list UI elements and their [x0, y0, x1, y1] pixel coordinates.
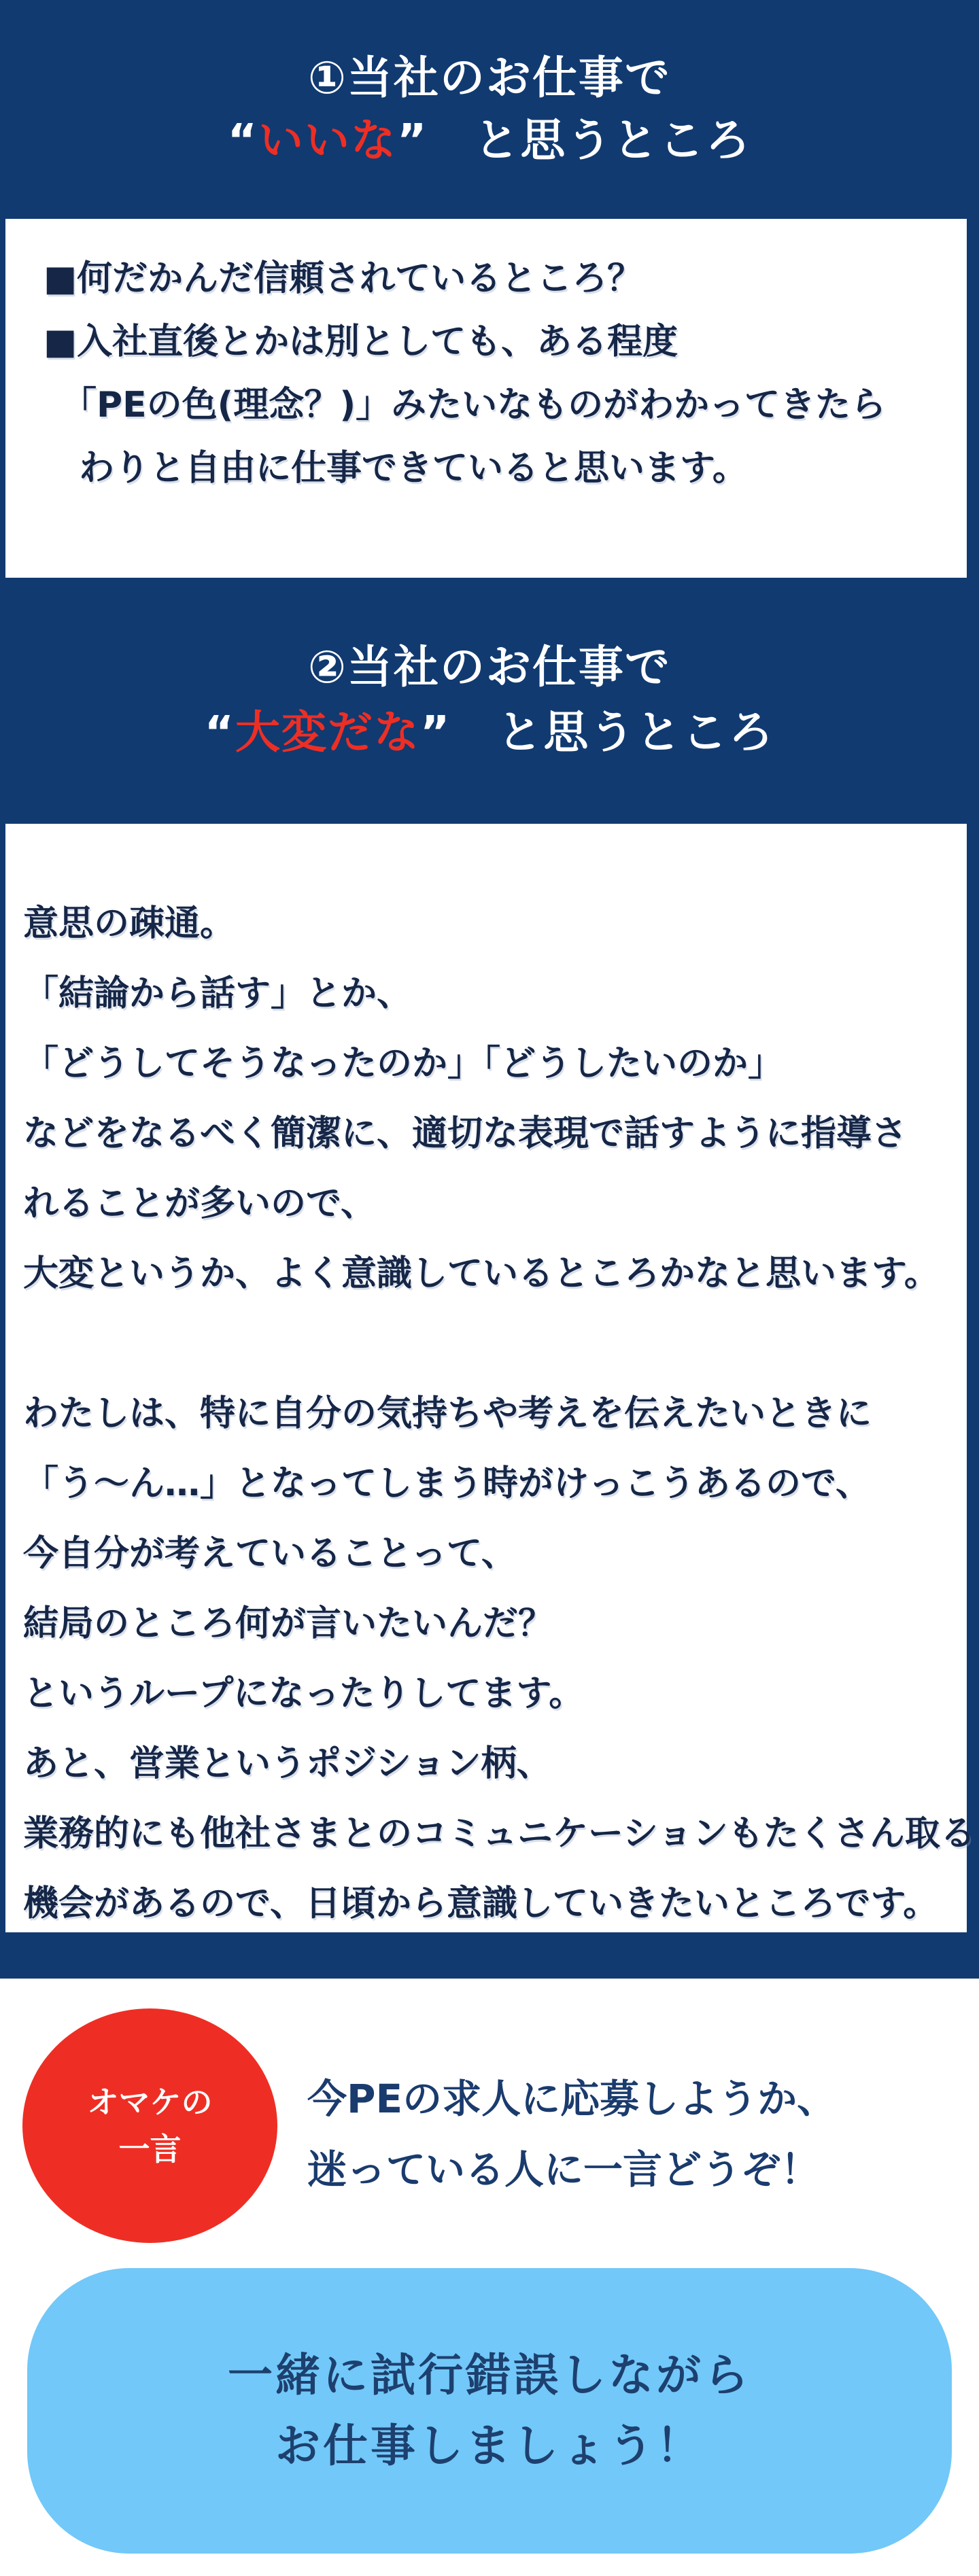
body-line: 大変というか、よく意識しているところかなと思います。 — [23, 1253, 940, 1294]
bonus-prompt-line1: 今PEの求人に応募しようか、 — [307, 2076, 837, 2122]
quote-open: “ — [227, 114, 258, 167]
section1-header-line2 — [227, 114, 752, 167]
body-line: わりと自由に仕事できていると思います。 — [44, 448, 748, 489]
body-line: ■何だかんだ信頼されているところ？ — [44, 258, 643, 299]
body-line: 機会があるので、日頃から意識していきたいところです。 — [23, 1883, 939, 1924]
closing-bubble — [27, 2268, 952, 2554]
section2-header-band — [0, 578, 979, 822]
body-line: 「う〜ん…」となってしまう時がけっこうあるので、 — [23, 1463, 871, 1504]
section1-accent-word: いいな — [258, 114, 397, 167]
body-line: あと、営業というポジション柄、 — [23, 1743, 552, 1784]
body-line: わたしは、特に自分の気持ちや考えを伝えたいときに — [23, 1393, 872, 1434]
section1-header-band — [0, 0, 979, 219]
section2-header-line1: ②当社のお仕事で — [308, 641, 671, 693]
bonus-badge-circle — [22, 2008, 277, 2243]
bonus-badge-line1: オマケの — [87, 2083, 213, 2121]
section2-header-line2 — [204, 706, 775, 759]
section2-body-card — [5, 824, 976, 1932]
body-line: 「結論から話す」とか、 — [23, 973, 413, 1014]
body-line-blank — [23, 1309, 967, 1379]
body-line: などをなるべく簡潔に、適切な表現で話すように指導さ — [23, 1113, 908, 1154]
bonus-badge-line2: 一言 — [118, 2130, 182, 2168]
bonus-prompt — [307, 2064, 836, 2205]
body-line: 業務的にも他社さまとのコミュニケーションもたくさん取る — [23, 1813, 976, 1854]
quote-close: ” — [397, 114, 428, 167]
body-line: というループになったりしてます。 — [23, 1673, 585, 1714]
quote-close: ” — [420, 706, 451, 759]
body-line: 意思の疎通。 — [23, 903, 236, 944]
body-line: 「PEの色(理念？)」みたいなものがわかってきたら — [44, 385, 887, 425]
section1-header-rest: と思うところ — [428, 114, 752, 167]
body-line: 「どうしてそうなったのか」「どうしたいのか」 — [23, 1043, 784, 1084]
bonus-prompt-line2: 迷っている人に一言どうぞ！ — [307, 2146, 821, 2193]
body-line: 今自分が考えていることって、 — [23, 1533, 517, 1574]
section2-header-rest: と思うところ — [451, 706, 775, 759]
closing-line2: お仕事しましょう！ — [275, 2420, 704, 2472]
section1-body-card — [5, 219, 967, 578]
section2-accent-word: 大変だな — [235, 706, 420, 759]
body-line: れることが多いので、 — [23, 1183, 376, 1224]
body-line: ■入社直後とかは別としても、ある程度 — [44, 321, 679, 362]
closing-line1: 一緒に試行錯誤しながら — [228, 2349, 751, 2401]
quote-open: “ — [204, 706, 235, 759]
section1-header-line1: ①当社のお仕事で — [308, 52, 671, 104]
body-line: 結局のところ何が言いたいんだ？ — [23, 1603, 554, 1644]
